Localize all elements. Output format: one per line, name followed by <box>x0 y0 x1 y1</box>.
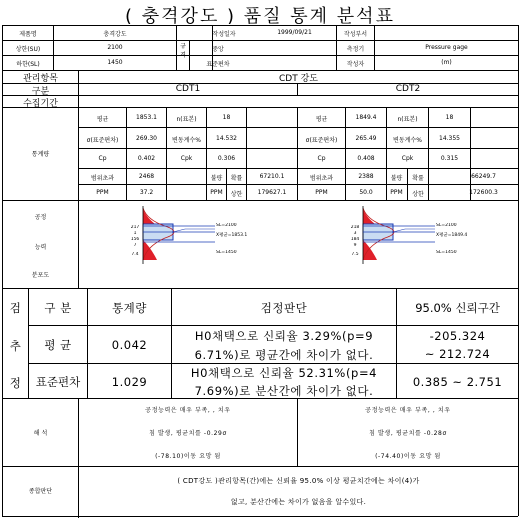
a-cp-label: Cp <box>98 155 107 162</box>
spec-label-1: 규 <box>180 43 186 50</box>
a-n-label: n(표본) <box>176 116 197 123</box>
stats-label: 통계량 <box>31 151 50 158</box>
a-tick-1: 217 <box>130 225 140 230</box>
test-sd-ci: 0.385 ~ 2.751 <box>412 375 503 389</box>
b-over-r: 66249.7 <box>471 173 496 180</box>
test-mean-ci-2: ~ 212.724 <box>424 347 491 361</box>
a-line-1: SL=2100 <box>216 223 237 228</box>
test-col-judge: 검정판단 <box>260 301 308 315</box>
a-ppm-r: 179627.1 <box>257 189 287 196</box>
b-ppm-label: PPM <box>315 189 328 196</box>
interpret-b-1: 공정능력은 매우 부족, , 치우 <box>365 407 451 414</box>
dist-label-3: 분포도 <box>31 272 50 279</box>
b-mean-label: 평균 <box>315 116 328 123</box>
red-tail-upper <box>143 208 155 224</box>
a-cv-label: 변동계수% <box>172 137 201 144</box>
a-ppm-r-label: PPM <box>210 189 223 196</box>
a-ppm-label: PPM <box>96 189 109 196</box>
b-cv: 14.355 <box>439 135 460 142</box>
b-line-1: SL=2100 <box>436 223 457 228</box>
product-label: 제품명 <box>19 31 37 38</box>
dist-label-1: 공정 <box>34 214 47 221</box>
a-ppm: 37.2 <box>139 189 154 196</box>
a-cv: 14.532 <box>216 135 237 142</box>
test-side-2: 추 <box>9 339 22 353</box>
type-label: 측정기 <box>346 46 365 53</box>
b-cv-label: 변동계수% <box>393 137 422 144</box>
overall-line-2: 없고, 분산간에는 차이가 없음을 알수있다. <box>230 498 367 506</box>
a-mean-label: 평균 <box>96 116 109 123</box>
b-over-label: 범위초과 <box>309 175 334 182</box>
test-col-stat: 통계량 <box>112 301 147 315</box>
unit-value: (m) <box>441 59 452 66</box>
interpret-b-3: (-74.40)이동 요망 됨 <box>375 453 441 460</box>
type-value: Pressure gage <box>425 44 468 51</box>
b-n-label: n(표본) <box>397 116 418 123</box>
test-sd-label: 표준편차 <box>35 375 81 389</box>
period-label: 수집기간 <box>23 99 58 109</box>
a-mean: 1853.1 <box>136 114 157 121</box>
usl-label: 상한(SU) <box>15 46 41 53</box>
a-over: 2468 <box>138 173 155 180</box>
b-cpk: 0.315 <box>440 155 459 162</box>
b-cpk-label: Cpk <box>401 155 414 162</box>
product-value: 충격강도 <box>103 31 127 38</box>
test-side-1: 검 <box>9 301 22 315</box>
test-mean-ci-1: -205.324 <box>429 329 486 343</box>
test-col-div: 구 분 <box>44 301 72 315</box>
overall-label: 종합판단 <box>28 488 53 495</box>
b-n: 18 <box>445 114 454 121</box>
b-cp: 0.408 <box>357 155 375 162</box>
test-mean-judge-1: H0채택으로 신뢰율 3.29%(p=9 <box>194 329 374 343</box>
test-sd-judge-2: 7.69%)로 분산간에 차이가 없다. <box>194 384 374 398</box>
division-label: 구분 <box>31 87 50 97</box>
a-cpk-label: Cpk <box>180 155 193 162</box>
b-cp-label: Cp <box>317 155 326 162</box>
lsl-label: 하한(SL) <box>16 61 40 68</box>
test-col-ci: 95.0% 신뢰구간 <box>415 301 500 315</box>
b-sd-label: σ(표준편차) <box>305 137 338 144</box>
b-tick-4: 9 <box>353 243 357 248</box>
mgmt-value: CDT 강도 <box>279 74 318 84</box>
b-ppm-r-label: PPM <box>390 189 403 196</box>
a-sd-label: σ(표준편차) <box>86 137 119 144</box>
test-mean-label: 평 균 <box>44 338 72 352</box>
center-label: 중앙 <box>212 46 224 53</box>
b-tick-5: 7.5 <box>351 252 359 257</box>
test-sd-judge-1: H0채택으로 신뢰율 52.31%(p=4 <box>190 366 378 380</box>
interpret-b-2: 침 발생, 평균치를 -0.28σ <box>369 430 447 437</box>
division-b: CDT2 <box>395 84 421 94</box>
overall-line-1: ( CDT강도 )관리항목(간)에는 신뢰율 95.0% 이상 평균치간에는 차이(4)가 <box>177 477 420 485</box>
test-mean-judge-2: 6.71%)로 평균간에 차이가 없다. <box>194 348 374 362</box>
b-tick-1: 218 <box>350 225 360 230</box>
a-tick-3: 156 <box>130 237 140 242</box>
a-n: 18 <box>222 114 231 121</box>
b-line-3: SL=1450 <box>436 250 457 255</box>
test-mean-stat: 0.042 <box>111 338 148 352</box>
interpret-a-3: (-78.10)이동 요망 됨 <box>155 453 221 460</box>
a-over-r2-label: 확률 <box>230 175 243 182</box>
mgmt-label: 관리항목 <box>23 74 58 84</box>
b-mean: 1849.4 <box>355 114 377 121</box>
b-over-r-label: 불량 <box>390 175 403 182</box>
b-tick-2: 3 <box>353 231 357 236</box>
b-tick-3: 184 <box>350 237 360 242</box>
target-label: 표준편차 <box>206 61 230 68</box>
a-over-label: 범위초과 <box>90 175 115 182</box>
author-label: 작성부서 <box>343 31 368 38</box>
a-ppm-r2-label: 상한 <box>230 191 243 198</box>
b-over: 2388 <box>358 173 374 180</box>
red-tail-lower <box>143 240 157 260</box>
dist-label-2: 능력 <box>34 244 47 251</box>
date-value: 1999/09/21 <box>277 29 312 36</box>
a-cp: 0.402 <box>137 155 156 162</box>
a-over-r: 67210.1 <box>259 173 285 180</box>
red-tail-lower <box>363 240 377 260</box>
unit-label: 작성자 <box>346 61 365 68</box>
interpret-a-2: 침 발생, 평균치를 -0.29σ <box>149 430 227 437</box>
a-over-r-label: 불량 <box>210 175 223 182</box>
interpret-a-1: 공정능력은 매우 부족, , 치우 <box>145 407 231 414</box>
date-label: 작성일자 <box>212 31 236 38</box>
test-sd-stat: 1.029 <box>111 375 148 389</box>
b-ppm-r2-label: 상한 <box>412 191 424 198</box>
a-tick-5: 7.4 <box>131 252 139 257</box>
b-sd: 265.49 <box>355 135 377 142</box>
division-a: CDT1 <box>175 84 201 94</box>
b-ppm: 50.0 <box>359 189 373 196</box>
test-side-3: 정 <box>9 376 22 390</box>
b-line-2: X평균=1849.4 <box>436 233 468 238</box>
red-tail-upper <box>363 208 375 224</box>
usl-value: 2100 <box>107 44 123 51</box>
lsl-value: 1450 <box>107 59 123 66</box>
a-sd: 269.30 <box>136 135 157 142</box>
a-line-2: X평균=1853.1 <box>216 233 248 238</box>
b-over-r2-label: 확률 <box>412 175 424 182</box>
a-tick-4: 7 <box>133 243 137 248</box>
spec-label-2: 격 <box>180 52 186 59</box>
a-cpk: 0.306 <box>217 155 236 162</box>
a-tick-2: 1 <box>133 231 137 236</box>
interpret-label: 해 석 <box>33 430 48 437</box>
page-title: ( 충격강도 ) 품질 통계 분석표 <box>125 6 395 24</box>
b-ppm-r: 172600.3 <box>469 189 498 196</box>
a-line-3: SL=1450 <box>216 250 237 255</box>
